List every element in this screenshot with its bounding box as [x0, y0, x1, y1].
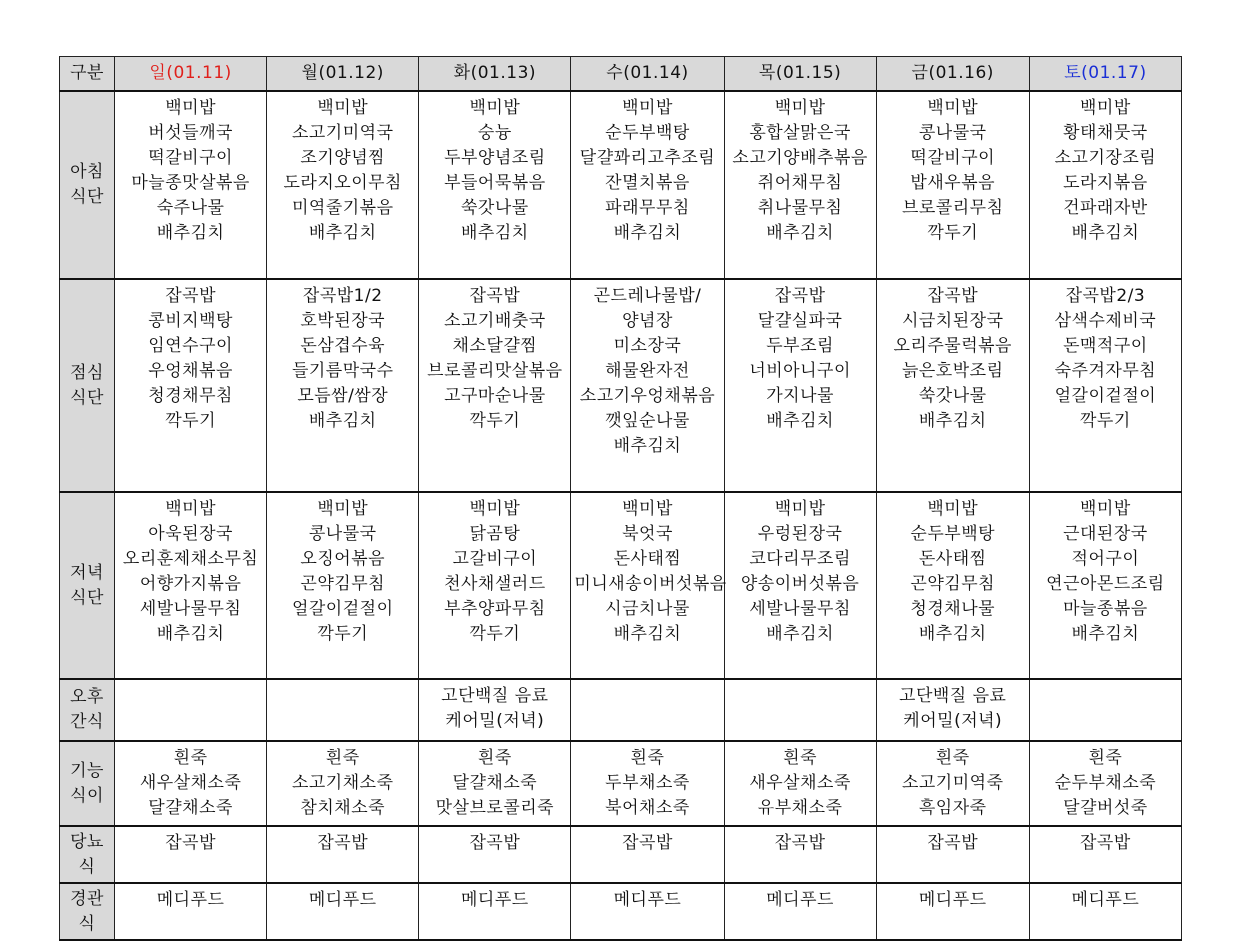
functional-diet-cell-mon — [267, 741, 419, 826]
day-header-fri: 금(01.16) — [876, 57, 1029, 92]
menu-item: 흑임자죽 — [918, 798, 987, 818]
menu-item: 달걀버섯죽 — [1063, 798, 1148, 818]
menu-item: 잡곡밥 — [469, 833, 521, 853]
breakfast-row — [60, 91, 1182, 279]
lunch-cell-sat — [1029, 279, 1181, 492]
menu-item: 부들어묵볶음 — [444, 173, 546, 193]
menu-item: 조기양념찜 — [300, 148, 386, 168]
menu-item: 배추김치 — [766, 624, 834, 644]
menu-item: 도라지오이무침 — [283, 173, 402, 193]
menu-item: 흰죽 — [935, 748, 970, 768]
tube-feeding-cell-thu — [724, 883, 876, 940]
menu-item: 참치채소죽 — [300, 798, 386, 818]
menu-item: 코다리무조림 — [749, 549, 851, 569]
menu-item: 백미밥 — [1080, 98, 1131, 118]
tube-feeding-cell-tue — [419, 883, 571, 940]
menu-item: 양송이버섯볶음 — [740, 574, 860, 594]
menu-item: 콩나물국 — [308, 524, 377, 544]
dinner-cell-sat — [1029, 492, 1181, 679]
diabetic-diet-cell-fri — [876, 826, 1029, 883]
menu-item: 북어채소죽 — [605, 798, 690, 818]
menu-item: 달걀꽈리고추조림 — [579, 148, 716, 168]
tube-feeding-cell-sat — [1029, 883, 1181, 940]
menu-item: 잡곡밥 — [774, 833, 826, 853]
diabetic-diet-cell-sat — [1029, 826, 1181, 883]
snack-cell-tue — [419, 679, 571, 741]
menu-item: 새우살채소죽 — [139, 773, 242, 793]
menu-item: 떡갈비구이 — [910, 148, 996, 168]
menu-item: 잡곡밥 — [774, 286, 826, 306]
menu-item: 소고기장조림 — [1054, 148, 1157, 168]
menu-item: 돈사태찜 — [613, 549, 682, 569]
menu-item: 메디푸드 — [461, 890, 529, 910]
menu-item: 잔멸치볶음 — [605, 173, 690, 193]
menu-item: 세발나물무침 — [749, 599, 851, 619]
menu-item: 배추김치 — [613, 436, 682, 456]
menu-item: 콩비지백탕 — [148, 311, 233, 331]
category-header: 구분 — [60, 57, 115, 92]
lunch-row — [60, 279, 1182, 492]
day-header-sat: 토(01.17) — [1029, 57, 1181, 92]
diabetic-diet-label — [60, 826, 115, 883]
menu-item: 흰죽 — [630, 748, 665, 768]
menu-item: 얼갈이겉절이 — [1054, 386, 1157, 406]
menu-item: 들기름막국수 — [291, 361, 394, 381]
snack-cell-fri — [876, 679, 1029, 741]
menu-item: 순두부백탕 — [910, 524, 996, 544]
menu-item: 백미밥 — [317, 499, 369, 519]
menu-item: 흰죽 — [477, 748, 512, 768]
menu-item: 백미밥 — [317, 98, 369, 118]
snack-cell-wed — [571, 679, 724, 741]
menu-item: 깍두기 — [317, 624, 369, 644]
dinner-cell-sun — [115, 492, 267, 679]
menu-item: 도라지볶음 — [1063, 173, 1148, 193]
tube-feeding-cell-sun — [115, 883, 267, 940]
menu-item: 백미밥 — [774, 499, 826, 519]
row-label-line: 식단 — [70, 187, 104, 207]
menu-item: 메디푸드 — [613, 890, 682, 910]
menu-item: 취나물무침 — [757, 198, 843, 218]
row-label-line: 식이 — [70, 785, 104, 806]
menu-item: 모듬쌈/쌈장 — [297, 386, 389, 406]
menu-item: 건파래자반 — [1063, 198, 1148, 218]
breakfast-cell-fri — [876, 91, 1029, 279]
row-label-line: 아침 — [70, 162, 104, 182]
menu-item: 배추김치 — [1071, 624, 1140, 644]
menu-item: 적어구이 — [1071, 549, 1140, 569]
snack-cell-sat — [1029, 679, 1181, 741]
menu-item: 닭곰탕 — [469, 524, 521, 544]
menu-item: 백미밥 — [469, 499, 521, 519]
menu-item: 두부채소죽 — [605, 773, 690, 793]
menu-item: 떡갈비구이 — [148, 148, 233, 168]
menu-item: 배추김치 — [156, 223, 225, 243]
menu-item: 천사채샐러드 — [444, 574, 546, 594]
dinner-label — [60, 492, 115, 679]
functional-diet-cell-tue — [419, 741, 571, 826]
breakfast-cell-sun — [115, 91, 267, 279]
menu-item: 채소달걀찜 — [452, 336, 538, 356]
tube-feeding-cell-wed — [571, 883, 724, 940]
menu-item: 미역줄기볶음 — [291, 198, 394, 218]
row-label-line: 오후 — [70, 687, 104, 707]
menu-item: 새우살채소죽 — [749, 773, 851, 793]
menu-item: 백미밥 — [927, 98, 979, 118]
diabetic-diet-cell-wed — [571, 826, 724, 883]
menu-item: 잡곡밥 — [927, 833, 979, 853]
lunch-cell-fri — [876, 279, 1029, 492]
row-label-line: 식 — [78, 856, 96, 877]
menu-item: 잡곡밥 — [165, 833, 216, 853]
menu-item: 메디푸드 — [156, 890, 225, 910]
menu-item: 부추양파무침 — [444, 599, 546, 619]
day-header-thu: 목(01.15) — [724, 57, 876, 92]
menu-item: 흰죽 — [1088, 748, 1123, 768]
menu-item: 늙은호박조림 — [901, 361, 1004, 381]
menu-item: 시금치된장국 — [901, 311, 1004, 331]
menu-item: 잡곡밥 — [317, 833, 369, 853]
menu-item: 곤드레나물밥/양념장 — [593, 286, 702, 331]
menu-item: 순두부채소죽 — [1054, 773, 1157, 793]
menu-item: 돈삼겹수육 — [300, 336, 386, 356]
menu-item: 돈사태찜 — [918, 549, 987, 569]
lunch-cell-thu — [724, 279, 876, 492]
menu-item: 백미밥 — [469, 98, 521, 118]
dinner-cell-wed — [571, 492, 727, 679]
menu-item: 고단백질 음료 — [441, 686, 549, 706]
menu-item: 해물완자전 — [605, 361, 690, 381]
row-label-line: 식단 — [70, 587, 104, 608]
menu-item: 잡곡밥2/3 — [1065, 286, 1146, 306]
menu-item: 세발나물무침 — [139, 599, 242, 619]
menu-item: 백미밥 — [622, 499, 673, 519]
menu-item: 마늘종맛살볶음 — [131, 173, 250, 193]
lunch-cell-mon — [267, 279, 419, 492]
menu-item: 백미밥 — [165, 98, 216, 118]
diabetic-diet-cell-sun — [115, 826, 267, 883]
menu-item: 배추김치 — [766, 411, 834, 431]
menu-item: 달걀실파국 — [757, 311, 843, 331]
menu-item: 고구마순나물 — [444, 386, 546, 406]
menu-item: 임연수구이 — [148, 336, 233, 356]
diabetic-diet-row — [60, 826, 1182, 883]
menu-item: 유부채소죽 — [757, 798, 843, 818]
menu-item: 숭늉 — [477, 123, 512, 143]
dinner-cell-mon — [267, 492, 419, 679]
menu-item: 배추김치 — [308, 411, 377, 431]
breakfast-cell-thu — [724, 91, 876, 279]
menu-item: 배추김치 — [613, 223, 682, 243]
day-header-wed: 수(01.14) — [571, 57, 724, 92]
menu-item: 백미밥 — [622, 98, 673, 118]
tube-feeding-cell-mon — [267, 883, 419, 940]
row-label-line: 식 — [78, 913, 96, 934]
menu-item: 청경채무침 — [148, 386, 233, 406]
menu-item: 배추김치 — [766, 223, 834, 243]
functional-diet-cell-wed — [571, 741, 724, 826]
menu-item: 북엇국 — [622, 524, 673, 544]
dinner-row — [60, 492, 1182, 679]
menu-item: 호박된장국 — [300, 311, 386, 331]
menu-item: 청경채나물 — [910, 599, 996, 619]
menu-item: 돈맥적구이 — [1063, 336, 1148, 356]
lunch-cell-wed — [571, 279, 724, 492]
menu-item: 잡곡밥 — [927, 286, 979, 306]
menu-item: 고단백질 음료 — [899, 686, 1007, 706]
menu-item: 달걀채소죽 — [148, 798, 233, 818]
menu-item: 흰죽 — [783, 748, 818, 768]
menu-item: 흰죽 — [325, 748, 360, 768]
menu-item: 너비아니구이 — [749, 361, 851, 381]
menu-item: 깻잎순나물 — [605, 411, 690, 431]
menu-item: 황태채뭇국 — [1063, 123, 1148, 143]
day-header-sun: 일(01.11) — [115, 57, 267, 92]
menu-item: 숙주겨자무침 — [1054, 361, 1157, 381]
row-label-line: 기능 — [70, 760, 104, 781]
menu-item: 쑥갓나물 — [918, 386, 987, 406]
menu-item: 브로콜리맛살볶음 — [427, 361, 563, 381]
weekly-meal-table — [59, 56, 1182, 941]
day-header-tue: 화(01.13) — [419, 57, 571, 92]
menu-item: 콩나물국 — [918, 123, 987, 143]
menu-item: 백미밥 — [774, 98, 826, 118]
menu-item: 오리훈제채소무침 — [122, 549, 259, 569]
menu-item: 미니새송이버섯볶음 — [574, 574, 727, 594]
menu-item: 배추김치 — [613, 624, 682, 644]
menu-item: 소고기양배추볶음 — [732, 148, 868, 168]
dinner-cell-fri — [876, 492, 1029, 679]
lunch-cell-sun — [115, 279, 267, 492]
breakfast-label — [60, 91, 115, 279]
breakfast-cell-tue — [419, 91, 571, 279]
lunch-label — [60, 279, 115, 492]
diabetic-diet-cell-thu — [724, 826, 876, 883]
tube-feeding-row — [60, 883, 1182, 940]
menu-item: 배추김치 — [461, 223, 529, 243]
menu-item: 근대된장국 — [1063, 524, 1148, 544]
menu-item: 깍두기 — [927, 223, 979, 243]
menu-item: 배추김치 — [918, 624, 987, 644]
menu-item: 밥새우볶음 — [910, 173, 996, 193]
row-label-line: 간식 — [70, 712, 104, 732]
snack-cell-sun — [115, 679, 267, 741]
breakfast-cell-mon — [267, 91, 419, 279]
menu-item: 메디푸드 — [308, 890, 377, 910]
menu-item: 오징어볶음 — [300, 549, 386, 569]
functional-diet-cell-fri — [876, 741, 1029, 826]
snack-cell-mon — [267, 679, 419, 741]
tube-feeding-label — [60, 883, 115, 940]
menu-item: 메디푸드 — [766, 890, 834, 910]
tube-feeding-cell-fri — [876, 883, 1029, 940]
menu-item: 잡곡밥 — [622, 833, 673, 853]
menu-item: 두부양념조림 — [444, 148, 546, 168]
menu-item: 아욱된장국 — [148, 524, 233, 544]
menu-item: 배추김치 — [308, 223, 377, 243]
menu-item: 깍두기 — [1080, 411, 1131, 431]
menu-item: 쥐어채무침 — [757, 173, 843, 193]
menu-item: 배추김치 — [156, 624, 225, 644]
menu-item: 흰죽 — [173, 748, 208, 768]
menu-item: 삼색수제비국 — [1054, 311, 1157, 331]
menu-item: 얼갈이겉절이 — [291, 599, 394, 619]
menu-item: 메디푸드 — [1071, 890, 1140, 910]
menu-item: 케어밀(저녁) — [903, 711, 1003, 731]
lunch-cell-tue — [419, 279, 571, 492]
menu-item: 깍두기 — [469, 624, 521, 644]
menu-item: 백미밥 — [1080, 499, 1131, 519]
menu-item: 메디푸드 — [918, 890, 987, 910]
functional-diet-cell-sat — [1029, 741, 1181, 826]
menu-item: 파래무무침 — [605, 198, 690, 218]
menu-item: 우렁된장국 — [757, 524, 843, 544]
menu-item: 배추김치 — [1071, 223, 1140, 243]
menu-item: 잡곡밥 — [469, 286, 521, 306]
row-label-line: 당뇨 — [70, 831, 104, 852]
menu-item: 소고기우엉채볶음 — [579, 386, 716, 406]
functional-diet-cell-sun — [115, 741, 267, 826]
menu-item: 잡곡밥1/2 — [302, 286, 383, 306]
menu-item: 시금치나물 — [605, 599, 690, 619]
dinner-cell-tue — [419, 492, 571, 679]
menu-item: 백미밥 — [927, 499, 979, 519]
menu-item: 미소장국 — [613, 336, 682, 356]
functional-diet-cell-thu — [724, 741, 876, 826]
diabetic-diet-cell-mon — [267, 826, 419, 883]
menu-item: 연근아몬드조림 — [1046, 574, 1165, 594]
day-header-mon: 월(01.12) — [267, 57, 419, 92]
row-label-line: 점심 — [70, 362, 104, 383]
header-row — [60, 57, 1182, 92]
menu-item: 깍두기 — [469, 411, 521, 431]
snack-cell-thu — [724, 679, 876, 741]
menu-item: 달걀채소죽 — [452, 773, 538, 793]
menu-item: 순두부백탕 — [605, 123, 690, 143]
menu-item: 곤약김무침 — [910, 574, 996, 594]
menu-item: 잡곡밥 — [165, 286, 216, 306]
menu-item: 브로콜리무침 — [901, 198, 1004, 218]
menu-item: 곤약김무침 — [300, 574, 386, 594]
menu-item: 가지나물 — [766, 386, 834, 406]
menu-item: 소고기채소죽 — [291, 773, 394, 793]
breakfast-cell-wed — [571, 91, 724, 279]
menu-item: 소고기미역죽 — [901, 773, 1004, 793]
menu-item: 홍합살맑은국 — [749, 123, 851, 143]
breakfast-cell-sat — [1029, 91, 1181, 279]
menu-item: 맛살브로콜리죽 — [435, 798, 555, 818]
menu-item: 배추김치 — [918, 411, 987, 431]
snack-label — [60, 679, 115, 741]
row-label-line: 식단 — [70, 387, 104, 408]
dinner-cell-thu — [724, 492, 876, 679]
row-label-line: 경관 — [70, 888, 104, 909]
menu-item: 케어밀(저녁) — [445, 711, 545, 731]
diabetic-diet-cell-tue — [419, 826, 571, 883]
functional-diet-label — [60, 741, 115, 826]
menu-item: 마늘종볶음 — [1063, 599, 1148, 619]
menu-item: 깍두기 — [165, 411, 216, 431]
snack-row — [60, 679, 1182, 741]
menu-item: 두부조림 — [766, 336, 834, 356]
menu-item: 쑥갓나물 — [461, 198, 529, 218]
menu-item: 소고기미역국 — [291, 123, 394, 143]
menu-item: 오리주물럭볶음 — [893, 336, 1012, 356]
menu-item: 백미밥 — [165, 499, 216, 519]
menu-item: 잡곡밥 — [1080, 833, 1131, 853]
row-label-line: 저녁 — [70, 562, 104, 583]
menu-item: 버섯들깨국 — [148, 123, 233, 143]
menu-item: 소고기배춧국 — [444, 311, 546, 331]
functional-diet-row — [60, 741, 1182, 826]
menu-item: 우엉채볶음 — [148, 361, 233, 381]
menu-item: 어향가지볶음 — [139, 574, 242, 594]
menu-item: 고갈비구이 — [452, 549, 538, 569]
menu-item: 숙주나물 — [156, 198, 225, 218]
